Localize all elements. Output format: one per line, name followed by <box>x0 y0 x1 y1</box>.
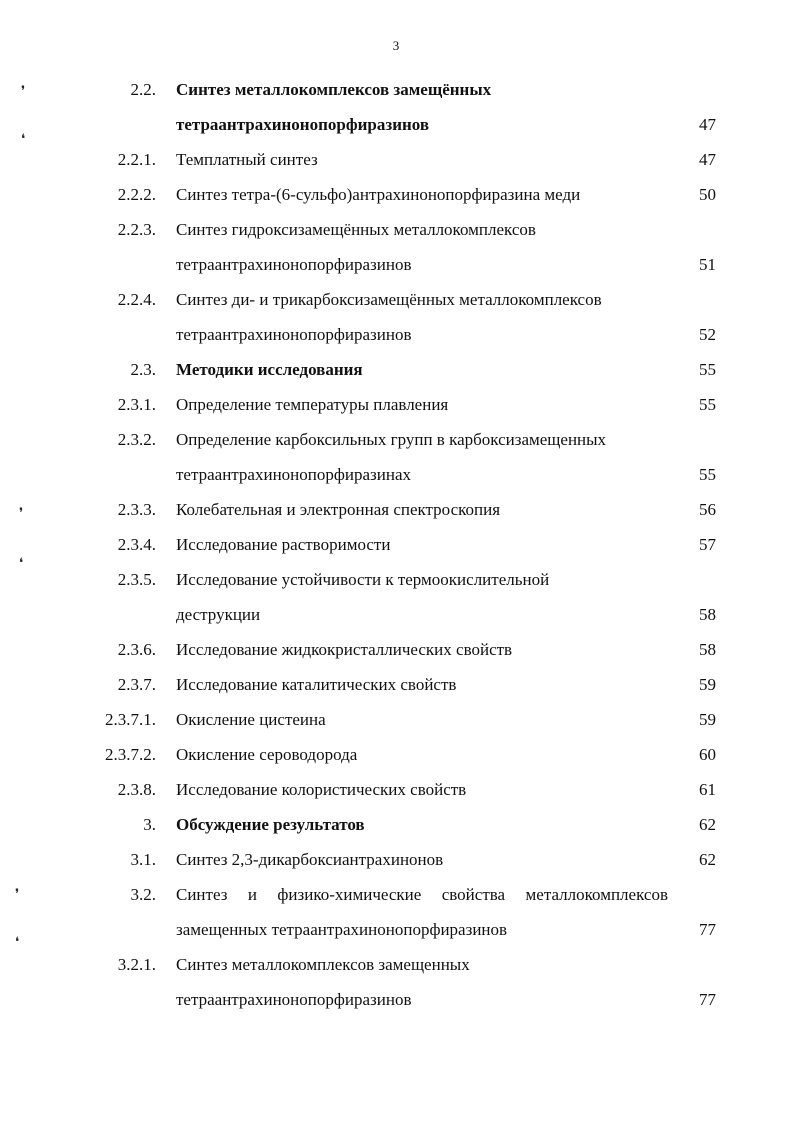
section-number: 2.2. <box>130 80 156 99</box>
section-title: Синтез металлокомплексов замещенных <box>176 955 470 974</box>
section-number: 3.2.1. <box>117 955 156 974</box>
section-title: деструкции <box>176 605 261 624</box>
scan-mark: ❜ <box>15 886 20 901</box>
page-ref: 50 <box>699 185 716 204</box>
toc-line <box>0 387 792 422</box>
section-title: Синтез металлокомплексов замещённых <box>176 80 492 99</box>
section-number: 2.3.8. <box>117 780 156 799</box>
toc-line <box>0 947 792 982</box>
section-title: Синтез гидроксизамещённых металлокомплексов <box>176 220 536 239</box>
section-number: 2.3.6. <box>117 640 156 659</box>
section-number: 2.2.4. <box>117 290 156 309</box>
page-ref: 51 <box>699 255 716 274</box>
page-ref: 58 <box>699 605 716 624</box>
section-number: 2.3.5. <box>117 570 156 589</box>
section-number: 2.3.7.1. <box>105 710 156 729</box>
page-ref: 61 <box>699 780 716 799</box>
scan-mark: ❛ <box>21 131 26 146</box>
toc-line <box>0 737 792 772</box>
toc-line <box>0 912 792 947</box>
section-number: 2.3.4. <box>117 535 156 554</box>
table-of-contents <box>0 72 792 1017</box>
section-number: 2.3.1. <box>117 395 156 414</box>
page-ref: 55 <box>699 360 716 379</box>
toc-line <box>0 702 792 737</box>
toc-line <box>0 667 792 702</box>
page-ref: 55 <box>699 465 716 484</box>
section-title: тетраантрахинонопорфиразинах <box>176 465 411 484</box>
section-title: Исследование каталитических свойств <box>176 675 457 694</box>
toc-line <box>0 247 792 282</box>
section-title <box>176 877 668 912</box>
section-title: Обсуждение результатов <box>176 815 365 834</box>
title-word: физико-химические <box>277 885 422 904</box>
toc-line <box>0 632 792 667</box>
section-title: тетраантрахинонопорфиразинов <box>176 325 412 344</box>
section-title: Исследование жидкокристаллических свойств <box>176 640 513 659</box>
toc-line <box>0 562 792 597</box>
section-title: замещенных тетраантрахинонопорфиразинов <box>176 920 508 939</box>
page-ref: 62 <box>699 815 716 834</box>
toc-line <box>0 282 792 317</box>
section-title: тетраантрахинонопорфиразинов <box>176 115 430 134</box>
scan-mark: ❛ <box>15 934 20 949</box>
toc-line <box>0 527 792 562</box>
toc-line <box>0 107 792 142</box>
section-title: Методики исследования <box>176 360 363 379</box>
page-number: 3 <box>392 38 400 53</box>
page-ref: 56 <box>699 500 716 519</box>
section-title: Синтез ди- и трикарбоксизамещённых металлокомплексов <box>176 290 602 309</box>
section-number: 3.2. <box>130 885 156 904</box>
page-ref: 52 <box>699 325 716 344</box>
toc-line <box>0 177 792 212</box>
toc-line <box>0 142 792 177</box>
section-number: 2.3.3. <box>117 500 156 519</box>
section-title: Определение температуры плавления <box>176 395 449 414</box>
section-number: 2.2.1. <box>117 150 156 169</box>
page-ref: 62 <box>699 850 716 869</box>
section-number: 2.2.3. <box>117 220 156 239</box>
scan-mark: ❜ <box>21 83 26 98</box>
section-title: тетраантрахинонопорфиразинов <box>176 255 412 274</box>
section-number: 2.2.2. <box>117 185 156 204</box>
title-word: металлокомплексов <box>525 885 668 904</box>
title-word: Синтез <box>176 885 228 904</box>
toc-line <box>0 457 792 492</box>
section-title: Синтез 2,3-дикарбоксиантрахинонов <box>176 850 444 869</box>
toc-line <box>0 597 792 632</box>
title-word: свойства <box>441 885 506 904</box>
page-ref: 47 <box>699 150 716 169</box>
page-ref: 59 <box>699 675 716 694</box>
title-word: и <box>247 885 257 904</box>
toc-line <box>0 352 792 387</box>
section-number: 3. <box>143 815 156 834</box>
section-title: Исследование растворимости <box>176 535 391 554</box>
toc-line <box>0 212 792 247</box>
section-title: тетраантрахинонопорфиразинов <box>176 990 412 1009</box>
page-ref: 60 <box>699 745 716 764</box>
toc-line <box>0 772 792 807</box>
section-number: 2.3.7.2. <box>105 745 156 764</box>
page-ref: 57 <box>699 535 716 554</box>
section-title: Синтез тетра-(6-сульфо)антрахинонопорфиразина меди <box>176 185 581 204</box>
section-number: 2.3.7. <box>117 675 156 694</box>
page-ref: 55 <box>699 395 716 414</box>
toc-line <box>0 72 792 107</box>
section-number: 2.3. <box>130 360 156 379</box>
section-title: Исследование колористических свойств <box>176 780 467 799</box>
toc-line <box>0 422 792 457</box>
page-ref: 77 <box>699 920 716 939</box>
toc-line <box>0 492 792 527</box>
toc-line <box>0 317 792 352</box>
section-title: Окисление сероводорода <box>176 745 358 764</box>
section-title: Окисление цистеина <box>176 710 326 729</box>
toc-line <box>0 877 792 912</box>
section-title: Определение карбоксильных групп в карбоксизамещенных <box>176 430 607 449</box>
scan-mark: ❜ <box>19 505 24 520</box>
section-number: 3.1. <box>130 850 156 869</box>
scan-mark: ❛ <box>19 555 24 570</box>
page-ref: 47 <box>699 115 716 134</box>
page-ref: 58 <box>699 640 716 659</box>
toc-line <box>0 982 792 1017</box>
page-ref: 59 <box>699 710 716 729</box>
section-title: Колебательная и электронная спектроскопия <box>176 500 501 519</box>
section-title: Исследование устойчивости к термоокислительной <box>176 570 550 589</box>
toc-line <box>0 842 792 877</box>
section-number: 2.3.2. <box>117 430 156 449</box>
section-title: Темплатный синтез <box>176 150 318 169</box>
toc-line <box>0 807 792 842</box>
page-ref: 77 <box>699 990 716 1009</box>
